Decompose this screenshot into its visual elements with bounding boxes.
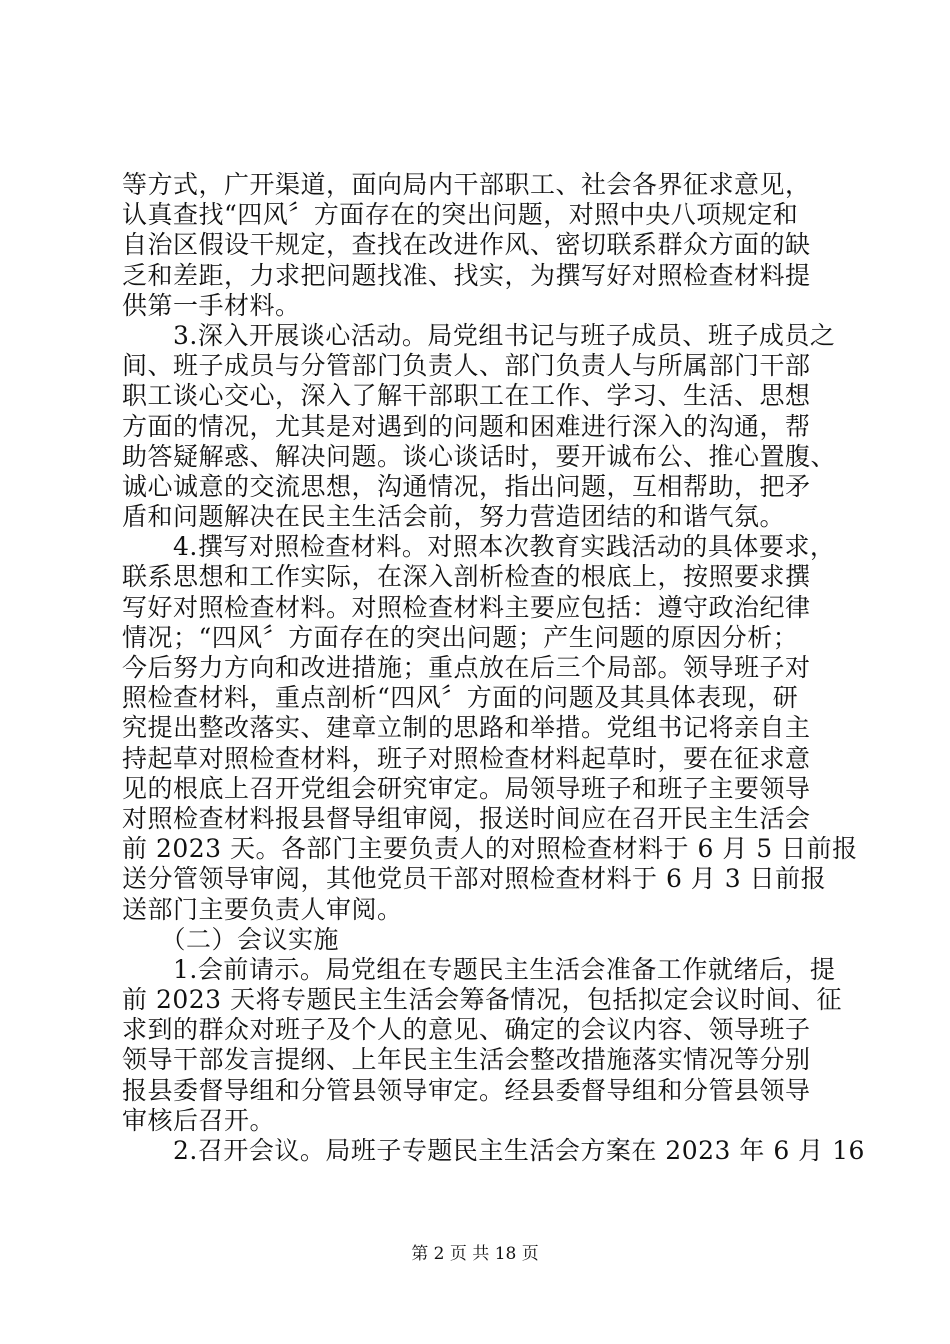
text-line: 审核后召开。 <box>122 1105 276 1135</box>
text-line: 送分管领导审阅，其他党员干部对照检查材料于 6 月 3 日前报 <box>122 864 827 894</box>
text-line: 认真查找“四风〞方面存在的突出问题，对照中央八项规定和 <box>122 200 799 230</box>
text-line: 3.深入开展谈心活动。局党组书记与班子成员、班子成员之 <box>122 320 836 350</box>
text-line: 乏和差距，力求把问题找准、找实，为撰写好对照检查材料提 <box>122 260 811 290</box>
text-line: 间、班子成员与分管部门负责人、部门负责人与所属部门干部 <box>122 351 811 381</box>
text-line: 联系思想和工作实际，在深入剖析检查的根底上，按照要求撰 <box>122 562 811 592</box>
text-line: 方面的情况，尤其是对遇到的问题和困难进行深入的沟通，帮 <box>122 411 811 441</box>
text-line: 诚心诚意的交流思想，沟通情况，指出问题，互相帮助，把矛 <box>122 471 811 501</box>
text-line: 等方式，广开渠道，面向局内干部职工、社会各界征求意见， <box>122 170 811 199</box>
text-line: （二）会议实施 <box>122 924 340 954</box>
text-line: 助答疑解惑、解决问题。谈心谈话时，要开诚布公、推心置腹、 <box>122 441 837 471</box>
text-line: 持起草对照检查材料，班子对照检查材料起草时，要在征求意 <box>122 743 811 773</box>
text-line: 前 2023 天将专题民主生活会筹备情况，包括拟定会议时间、征 <box>122 985 843 1015</box>
text-line: 照检查材料，重点剖析“四风〞方面的问题及其具体表现，研 <box>122 683 799 713</box>
page-footer: 第 2 页 共 18 页 <box>411 1244 539 1264</box>
text-line: 见的根底上召开党组会研究审定。局领导班子和班子主要领导 <box>122 773 811 803</box>
body-text <box>122 170 865 1166</box>
text-line: 职工谈心交心，深入了解干部职工在工作、学习、生活、思想 <box>122 381 811 411</box>
text-line: 供第一手材料。 <box>122 290 301 320</box>
text-line: 情况；“四风〞方面存在的突出问题；产生问题的原因分析； <box>122 622 799 652</box>
text-line: 2.召开会议。局班子专题民主生活会方案在 2023 年 6 月 16 <box>122 1136 865 1165</box>
text-line: 4.撰写对照检查材料。对照本次教育实践活动的具体要求， <box>122 532 836 562</box>
text-line: 前 2023 天。各部门主要负责人的对照检查材料于 6 月 5 日前报 <box>122 834 858 864</box>
text-line: 自治区假设干规定，查找在改进作风、密切联系群众方面的缺 <box>122 230 811 260</box>
text-line: 盾和问题解决在民主生活会前，努力营造团结的和谐气氛。 <box>122 502 786 532</box>
text-line: 报县委督导组和分管县领导审定。经县委督导组和分管县领导 <box>122 1075 811 1105</box>
text-line: 写好对照检查材料。对照检查材料主要应包括：遵守政治纪律 <box>122 592 811 622</box>
text-line: 领导干部发言提纲、上年民主生活会整改措施落实情况等分别 <box>122 1045 811 1075</box>
text-line: 究提出整改落实、建章立制的思路和举措。党组书记将亲自主 <box>122 713 811 743</box>
text-line: 今后努力方向和改进措施；重点放在后三个局部。领导班子对 <box>122 653 811 682</box>
text-line: 送部门主要负责人审阅。 <box>122 894 403 924</box>
text-line: 求到的群众对班子及个人的意见、确定的会议内容、领导班子 <box>122 1015 811 1045</box>
text-line: 1.会前请示。局党组在专题民主生活会准备工作就绪后，提 <box>122 954 836 984</box>
text-line: 对照检查材料报县督导组审阅，报送时间应在召开民主生活会 <box>122 803 811 833</box>
